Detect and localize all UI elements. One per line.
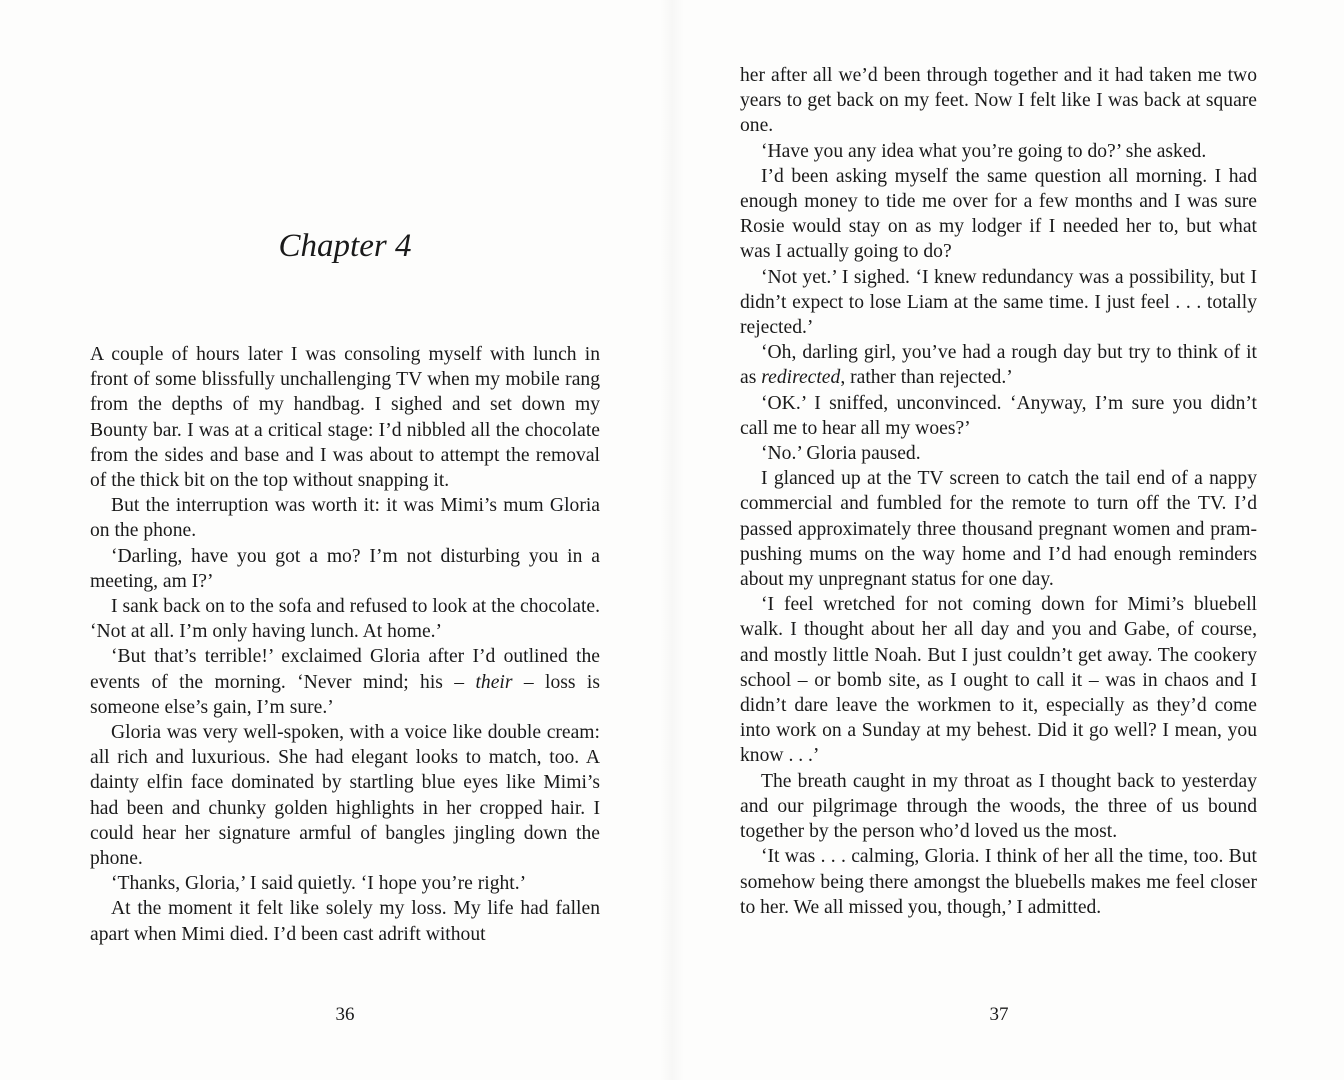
paragraph: ‘Have you any idea what you’re going to do?’ she asked. — [761, 140, 1207, 162]
paragraph: ‘Thanks, Gloria,’ I said quietly. ‘I hope you’re right.’ — [111, 873, 527, 895]
chapter-title: Chapter 4 — [278, 228, 412, 264]
paragraph: A couple of hours later I was consoling myself with lunch in front of some blissfully unchallenging TV when my mobile rang from the depths of my handbag. I sighed and set down my Bounty bar. I was at a critical stage: I’d nibbled all the chocolate from the sides and base and I was about to attempt the removal of the thick bit on the top without snapping it. — [90, 344, 600, 492]
paragraph: ‘I feel wretched for not coming down for Mimi’s bluebell walk. I thought about her all day and you and Gabe, of course, and mostly little Noah. But I just couldn’t get away. The cookery school – or bomb site, as I ought to call it – was in chaos and I didn’t dare leave the workmen to it, especially as they’d come into work on a Sunday at my behest. Did it go well? I mean, you know . . .’ — [740, 594, 1257, 767]
paragraph: ‘No.’ Gloria paused. — [761, 443, 921, 465]
paragraph: her after all we’d been through together and it had taken me two years to get back on my feet. Now I felt like I was back at square one. — [740, 65, 1257, 137]
paragraph: I glanced up at the TV screen to catch the tail end of a nappy commercial and fumbled for the remote to turn off the TV. I’d passed approximately three thousand pregnant women and pram-pushing mums on the way home and I’d had enough reminders about my unpregnant status for one day. — [740, 468, 1257, 591]
right-page-body — [740, 63, 1257, 920]
paragraph: ‘Darling, have you got a mo? I’m not disturbing you in a meeting, am I?’ — [90, 545, 600, 592]
paragraph: I’d been asking myself the same question all morning. I had enough money to tide me over for a few months and I was sure Rosie would stay on as my lodger if I needed her to, but what was I actually going to do? — [740, 165, 1257, 263]
page-number: 37 — [989, 1004, 1009, 1025]
paragraph: I sank back on to the sofa and refused to look at the chocolate. ‘Not at all. I’m only having lunch. At home.’ — [90, 596, 600, 643]
paragraph: ‘Not yet.’ I sighed. ‘I knew redundancy was a possibility, but I didn’t expect to lose Liam at the same time. I just feel . . . totally rejected.’ — [740, 266, 1257, 339]
paragraph: ‘OK.’ I sniffed, unconvinced. ‘Anyway, I’m sure you didn’t call me to hear all my woes?’ — [740, 392, 1257, 439]
paragraph: ‘But that’s terrible!’ exclaimed Gloria after I’d outlined the events of the morning. ‘Never mind; his – their – loss is someone else’s gain, I’m sure.’ — [90, 646, 600, 718]
paragraph: At the moment it felt like solely my loss. My life had fallen apart when Mimi died. I’d been cast adrift without — [90, 898, 600, 945]
paragraph: The breath caught in my throat as I thought back to yesterday and our pilgrimage through the woods, the three of us bound together by the person who’d loved us the most. — [740, 770, 1257, 843]
right-page — [672, 0, 1344, 1080]
emphasis-text: their — [475, 671, 513, 693]
paragraph: Gloria was very well-spoken, with a voice like double cream: all rich and luxurious. She had elegant looks to match, too. A dainty elfin face dominated by startling blue eyes like Mimi’s had been and chunky golden highlights in her cropped hair. I could hear her signature armful of bangles jingling down the phone. — [90, 722, 600, 870]
emphasis-text: redirected — [761, 367, 841, 389]
paragraph: ‘It was . . . calming, Gloria. I think of her all the time, too. But somehow being there amongst the bluebells makes me feel closer to her. We all missed you, though,’ I admitted. — [740, 846, 1257, 918]
left-page-body — [90, 342, 600, 947]
paragraph: But the interruption was worth it: it was Mimi’s mum Gloria on the phone. — [90, 495, 600, 542]
paragraph: ‘Oh, darling girl, you’ve had a rough day but try to think of it as redirected, rather than rejected.’ — [740, 342, 1257, 389]
page-number: 36 — [335, 1004, 355, 1025]
